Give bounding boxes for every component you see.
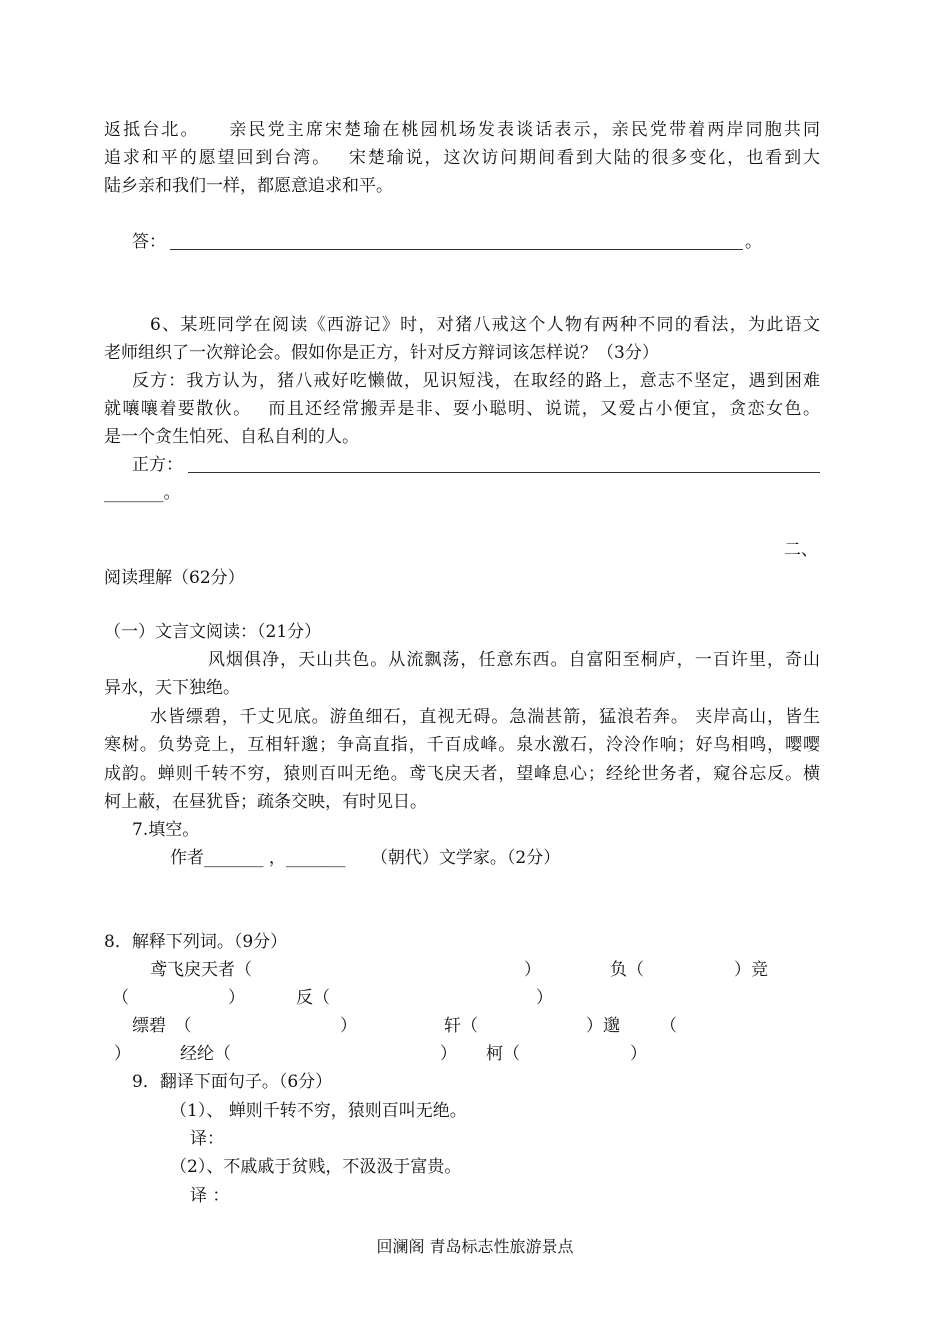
- vocab-item: ）邈: [586, 1016, 620, 1036]
- classical-text-line: 水皆缥碧，千丈见底。游鱼细石，直视无碍。急湍甚箭，猛浪若奔。 夹岸高山，皆生: [150, 707, 820, 727]
- vocab-bracket: ）: [228, 988, 245, 1008]
- vocab-item: 鸢飞戾天者（: [150, 960, 252, 980]
- section-title: 阅读理解（62分）: [104, 568, 245, 588]
- translate-sentence: （1）、 蝉则千转不穷，猿则百叫无绝。: [170, 1101, 467, 1121]
- opponent-line: 是一个贪生怕死、自私自利的人。: [104, 427, 359, 447]
- question-6-line: 老师组织了一次辩论会。假如你是正方，针对反方辩词该怎样说？（3分）: [104, 343, 659, 363]
- vocab-item: 轩（: [444, 1016, 478, 1036]
- passage-line: 追求和平的愿望回到台湾。 宋楚瑜说，这次访问期间看到大陆的很多变化，也看到大: [104, 148, 820, 168]
- classical-text-line: 柯上蔽，在昼犹昏；疏条交映，有时见日。: [104, 792, 427, 812]
- vocab-item: 反（: [296, 988, 330, 1008]
- vocab-bracket: ）: [630, 1044, 647, 1064]
- vocab-item: 负（: [610, 960, 644, 980]
- vocab-bracket: （: [112, 988, 129, 1008]
- vocab-bracket: ）: [440, 1044, 457, 1064]
- part-title: （一）文言文阅读：（21分）: [104, 622, 322, 642]
- vocab-item: 缥碧 （: [132, 1016, 192, 1036]
- page-footer: 回澜阁 青岛标志性旅游景点: [376, 1237, 574, 1256]
- vocab-bracket: ）: [340, 1016, 357, 1036]
- question-8-title: 8．解释下列词。（9分）: [104, 932, 288, 952]
- pro-answer-blank[interactable]: [188, 472, 820, 473]
- classical-text-line: 异水，天下独绝。: [104, 678, 240, 698]
- answer-label: 答：: [132, 232, 166, 252]
- vocab-item: 柯（: [486, 1044, 520, 1064]
- question-6-line: 6、某班同学在阅读《西游记》时，对猪八戒这个人物有两种不同的看法，为此语文: [150, 315, 820, 335]
- answer-end: 。: [745, 232, 762, 252]
- vocab-bracket: ）: [536, 988, 553, 1008]
- classical-text-line: 风烟俱净，天山共色。从流飘荡，任意东西。自富阳至桐庐，一百许里，奇山: [208, 650, 820, 670]
- passage-line: 陆乡亲和我们一样，都愿意追求和平。: [104, 176, 393, 196]
- passage-line: 返抵台北。 亲民党主席宋楚瑜在桃园机场发表谈话表示，亲民党带着两岸同胞共同: [104, 120, 820, 140]
- vocab-item: 经纶（: [180, 1044, 231, 1064]
- translate-sentence: （2）、不戚戚于贫贱，不汲汲于富贵。: [170, 1157, 462, 1177]
- translate-label: 译 ：: [190, 1186, 230, 1206]
- vocab-bracket: （: [660, 1016, 677, 1036]
- vocab-item: ）竞: [734, 960, 768, 980]
- classical-text-line: 寒树。负势竞上，互相轩邈；争高直指，千百成峰。泉水激石，泠泠作响；好鸟相鸣，嘤嘤: [104, 735, 820, 755]
- opponent-line: 就嚷嚷着要散伙。 而且还经常搬弄是非、耍小聪明、说谎，又爱占小便宜，贪恋女色。: [104, 399, 820, 419]
- question-7-title: 7.填空。: [132, 820, 200, 840]
- question-7-line: 作者_______ ，_______ （朝代）文学家。（2分）: [170, 848, 561, 868]
- question-9-title: 9．翻译下面句子。（6分）: [132, 1072, 333, 1092]
- answer-blank[interactable]: [170, 249, 743, 250]
- pro-answer-end: _______。: [104, 483, 181, 503]
- pro-label: 正方：: [132, 455, 183, 475]
- translate-label: 译：: [190, 1129, 224, 1149]
- classical-text-line: 成韵。蝉则千转不穷，猿则百叫无绝。鸢飞戾天者，望峰息心；经纶世务者，窥谷忘反。横: [104, 764, 820, 784]
- vocab-bracket: ）: [114, 1044, 131, 1064]
- section-number: 二、: [784, 540, 818, 560]
- vocab-bracket: ）: [524, 960, 541, 980]
- opponent-line: 反方：我方认为，猪八戒好吃懒做，见识短浅，在取经的路上，意志不坚定，遇到困难: [132, 371, 820, 391]
